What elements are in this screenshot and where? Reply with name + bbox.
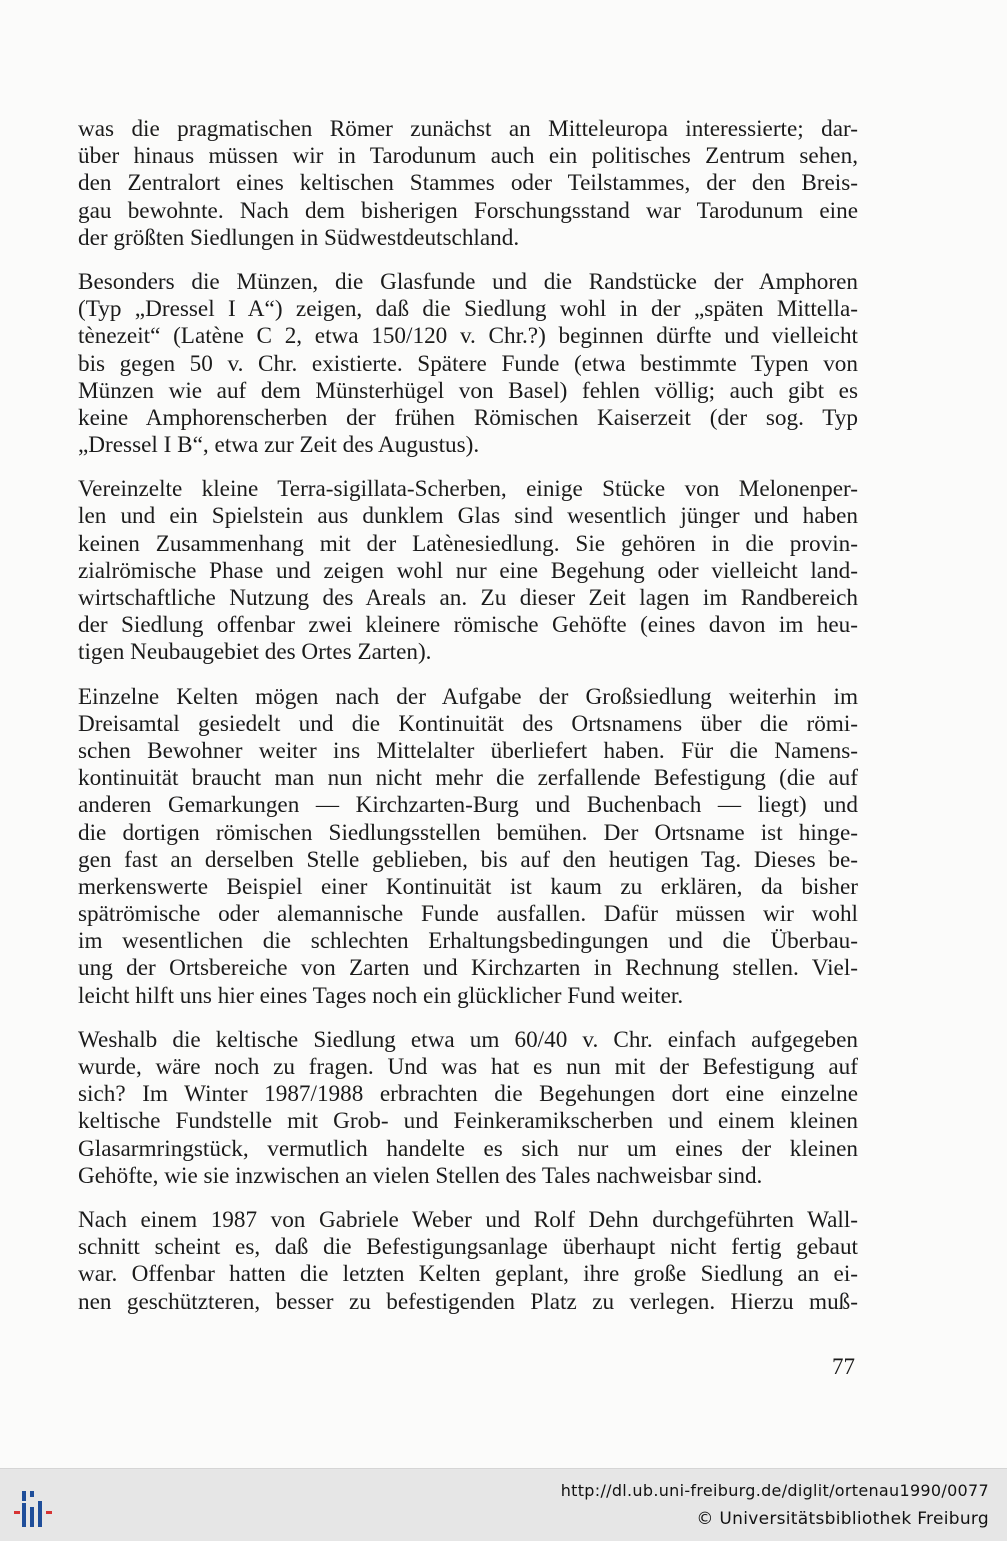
text-line: tènezeit“ (Latène C 2, etwa 150/120 v. Chr.?) beginnen dürfte und vielleicht [78,323,858,350]
text-line: Einzelne Kelten mögen nach der Aufgabe der Großsiedlung weiterhin im [78,683,858,710]
ub-freiburg-logo-icon [10,1477,66,1533]
text-line: Münzen wie auf dem Münsterhügel von Basel) fehlen völlig; auch gibt es [78,377,858,404]
text-line: der größten Siedlungen in Südwestdeutschland. [78,224,520,251]
text-line: wirtschaftliche Nutzung des Areals an. Zu dieser Zeit lagen im Randbereich [78,585,858,611]
text-line: anderen Gemarkungen — Kirchzarten-Burg und Buchenbach — liegt) und [78,792,858,819]
text-line: war. Offenbar hatten die letzten Kelten geplant, ihre große Siedlung an ei- [78,1261,858,1288]
copyright-notice: © Universitätsbibliothek Freiburg [696,1509,989,1529]
text-line: was die pragmatischen Römer zunächst an Mitteleuropa interessierte; dar- [78,116,858,142]
text-line: gen fast an derselben Stelle geblieben, bis auf den heutigen Tag. Dieses be- [78,846,858,873]
text-line: der Siedlung offenbar zwei kleinere römische Gehöfte (eines davon im heu- [78,612,858,639]
text-line: über hinaus müssen wir in Tarodunum auch ein politisches Zentrum sehen, [78,143,858,170]
text-line: die dortigen römischen Siedlungsstellen bemühen. Der Ortsname ist hinge- [78,819,858,846]
text-line: keltische Fundstelle mit Grob- und Feinkeramikscherben und einem kleinen [78,1108,858,1135]
text-line: Vereinzelte kleine Terra-sigillata-Scherben, einige Stücke von Melonenper- [78,476,858,503]
viewer-footer [0,1468,1007,1541]
text-line: den Zentralort eines keltischen Stammes oder Teilstammes, der den Breis- [78,170,858,197]
text-line: keine Amphorenscherben der frühen Römischen Kaiserzeit (der sog. Typ [78,404,858,431]
text-line: Nach einem 1987 von Gabriele Weber und Rolf Dehn durchgeführten Wall- [78,1206,858,1233]
text-line: kontinuität braucht man nun nicht mehr die zerfallende Befestigung (die auf [78,765,858,792]
text-line: spätrömische oder alemannische Funde ausfallen. Dafür müssen wir wohl [78,901,858,928]
text-line: Glasarmringstück, vermutlich handelte es sich nur um eines der kleinen [78,1135,858,1162]
text-line: Weshalb die keltische Siedlung etwa um 60/40 v. Chr. einfach aufgegeben [78,1026,858,1053]
text-line: (Typ „Dressel I A“) zeigen, daß die Siedlung wohl in der „späten Mittella- [78,296,858,323]
text-line: keinen Zusammenhang mit der Latènesiedlung. Sie gehören in die provin- [78,530,858,557]
paragraph [78,1207,858,1316]
text-line: tigen Neubaugebiet des Ortes Zarten). [78,639,432,666]
text-line: im wesentlichen die schlechten Erhaltungsbedingungen und die Überbau- [78,928,858,955]
document-url[interactable]: http://dl.ub.uni-freiburg.de/diglit/ortenau1990/0077 [560,1481,989,1500]
text-line: Gehöfte, wie sie inzwischen an vielen Stellen des Tales nachweisbar sind. [78,1162,763,1189]
text-line: len und ein Spielstein aus dunklem Glas sind wesentlich jünger und haben [78,503,858,530]
paragraph [78,476,858,666]
text-line: ung der Ortsbereiche von Zarten und Kirchzarten in Rechnung stellen. Viel- [78,955,858,982]
text-column [78,116,858,1333]
text-line: schen Bewohner weiter ins Mittelalter überliefert haben. Für die Namens- [78,737,858,764]
text-line: „Dressel I B“, etwa zur Zeit des Augustus). [78,432,480,459]
paragraph [78,684,858,1010]
text-line: nen geschützteren, besser zu befestigenden Platz zu verlegen. Hierzu muß- [78,1288,858,1315]
page-number: 77 [832,1354,855,1379]
text-line: gau bewohnte. Nach dem bisherigen Forschungsstand war Tarodunum eine [78,197,858,224]
text-line: merkenswerte Beispiel einer Kontinuität ist kaum zu erklären, da bisher [78,873,858,900]
paragraph [78,116,858,252]
text-line: wurde, wäre noch zu fragen. Und was hat es nun mit der Befestigung auf [78,1054,858,1080]
paragraph [78,269,858,459]
text-line: schnitt scheint es, daß die Befestigungsanlage überhaupt nicht fertig gebaut [78,1234,858,1261]
text-line: leicht hilft uns hier eines Tages noch ein glücklicher Fund weiter. [78,982,684,1009]
text-line: Besonders die Münzen, die Glasfunde und die Randstücke der Amphoren [78,268,858,295]
text-line: sich? Im Winter 1987/1988 erbrachten die Begehungen dort eine einzelne [78,1081,858,1108]
text-line: zialrömische Phase und zeigen wohl nur eine Begehung oder vielleicht land- [78,557,858,584]
paragraph [78,1027,858,1190]
text-line: bis gegen 50 v. Chr. existierte. Spätere Funde (etwa bestimmte Typen von [78,350,858,377]
text-line: Dreisamtal gesiedelt und die Kontinuität des Ortsnamens über die römi- [78,710,858,737]
